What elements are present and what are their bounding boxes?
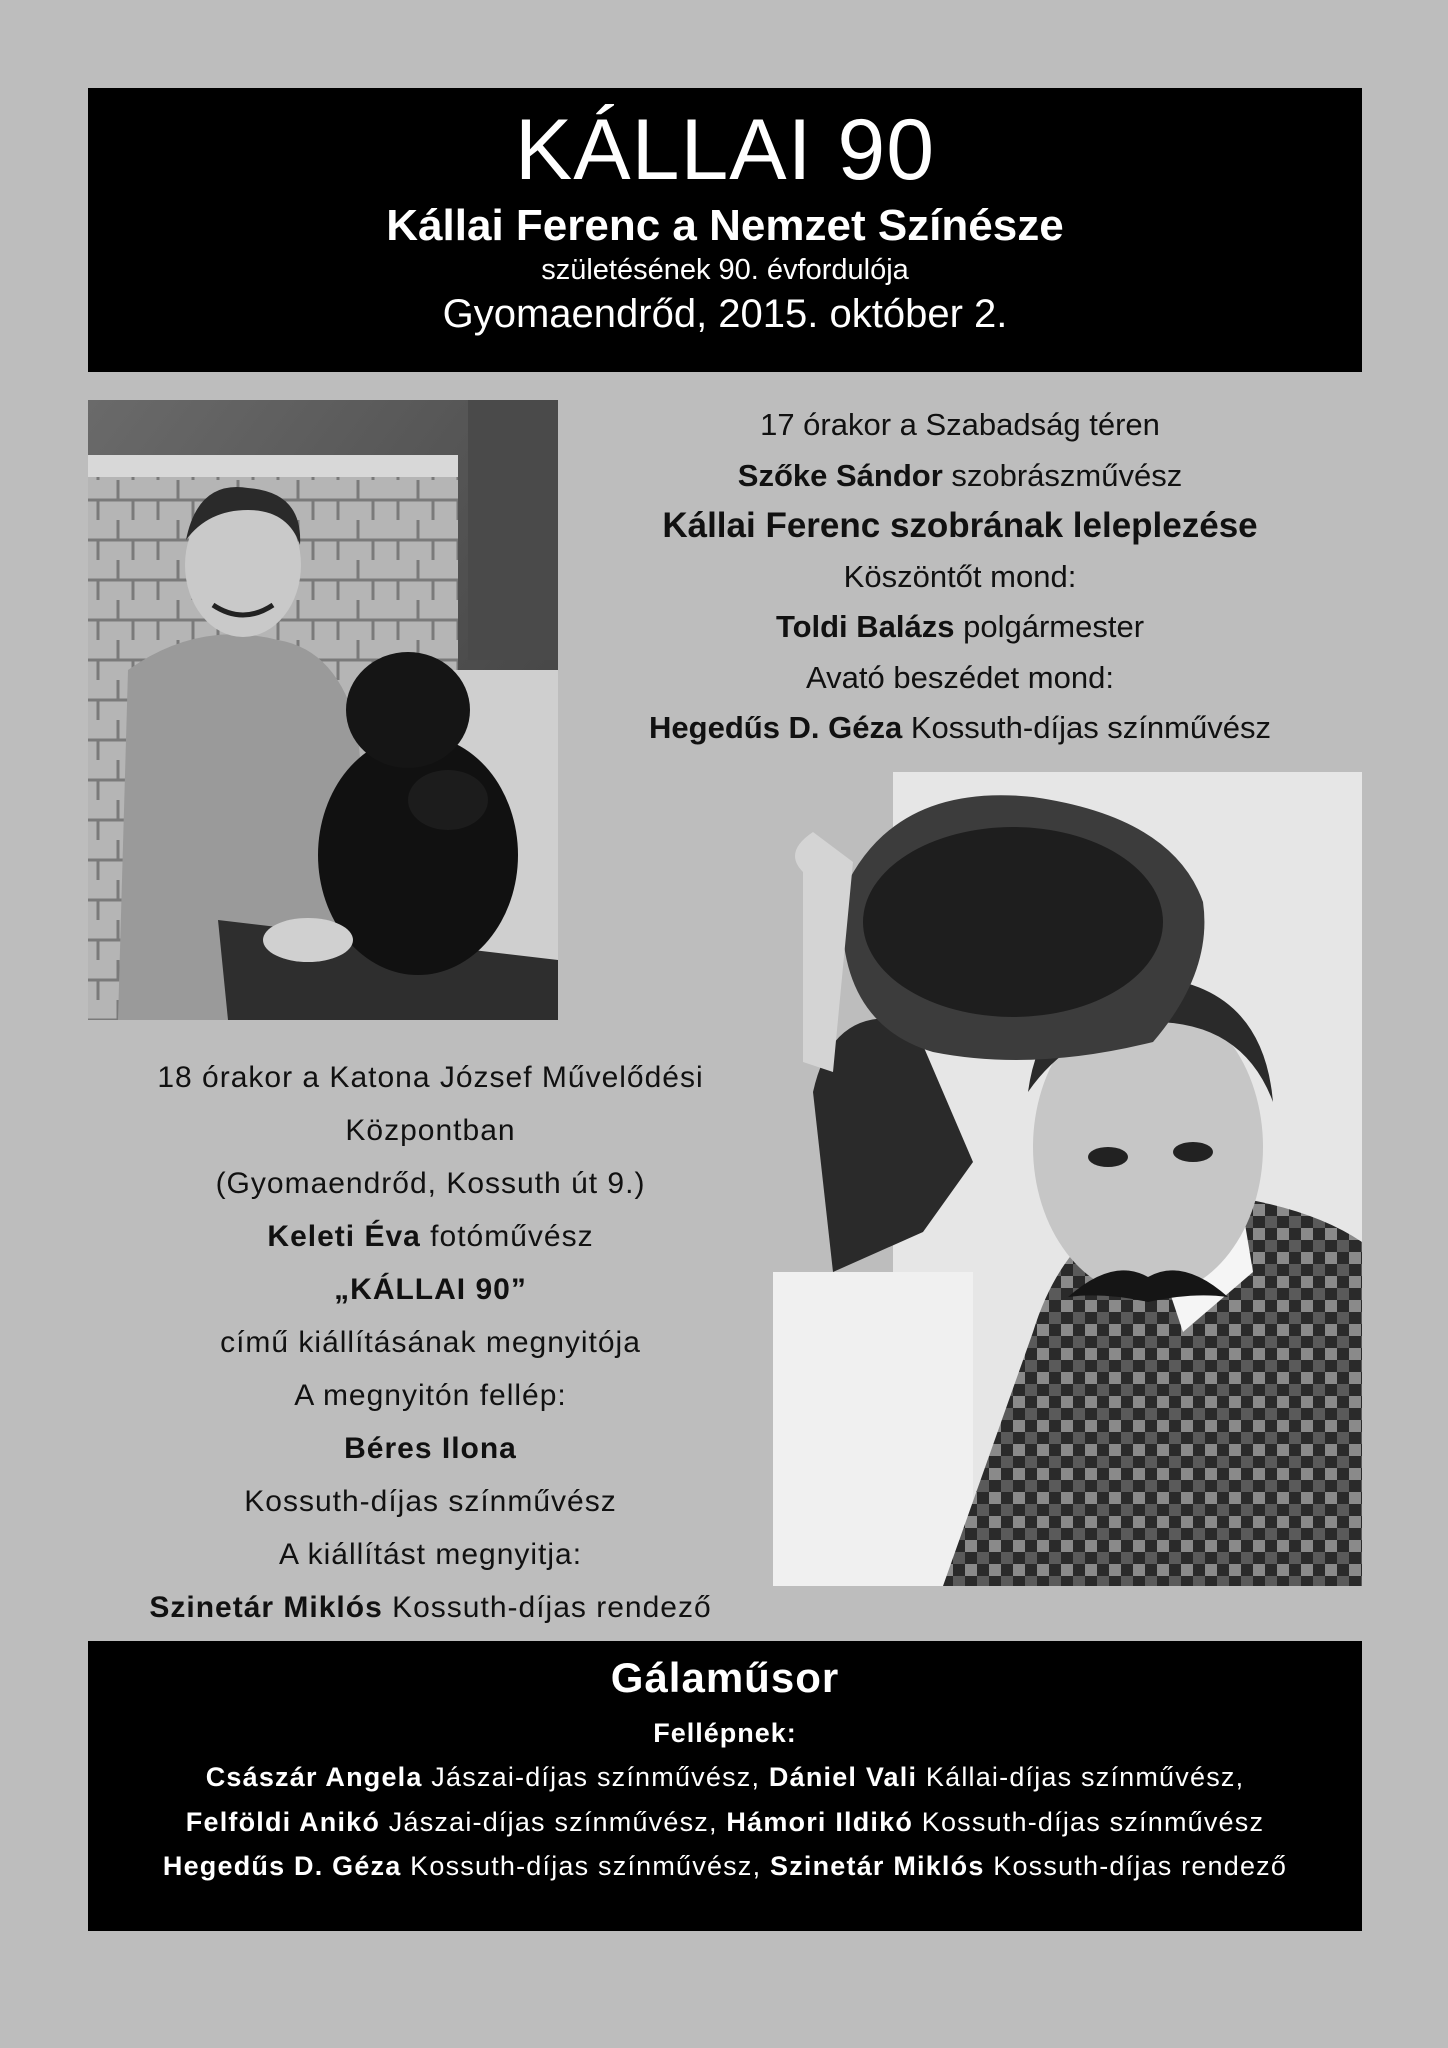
event2-address: (Gyomaendrőd, Kossuth út 9.) — [215, 1167, 646, 1200]
anniversary-text: születésének 90. évfordulója — [541, 254, 909, 286]
event2-time-place-2: Központban — [345, 1114, 516, 1147]
sculptor-name: Szőke Sándor — [737, 457, 943, 493]
performer-title: Kossuth-díjas színművész, — [401, 1851, 770, 1881]
performer-title: Kállai-díjas színművész, — [917, 1762, 1245, 1792]
poster-title: KÁLLAI 90 — [514, 102, 936, 198]
performer-title: Kossuth-díjas rendező — [984, 1851, 1288, 1881]
sculptor-line — [600, 451, 1320, 502]
gala-title: Gálaműsor — [610, 1654, 840, 1701]
mayor-line — [600, 602, 1320, 653]
performer-name: Dániel Vali — [768, 1762, 918, 1792]
performers-line — [88, 1846, 1362, 1886]
opener-line — [88, 1581, 773, 1634]
place-date: Gyomaendrőd, 2015. október 2. — [442, 292, 1008, 336]
poster-subtitle: Kállai Ferenc a Nemzet Színésze — [386, 201, 1064, 250]
greeting-label: Köszöntőt mond: — [843, 558, 1077, 594]
event2-time-place-1: 18 órakor a Katona József Művelődési — [157, 1061, 704, 1094]
speaker-title: Kossuth-díjas színművész — [902, 710, 1271, 745]
performer-title: Jászai-díjas színművész, — [422, 1762, 769, 1792]
performers-label: Fellépnek: — [653, 1718, 797, 1748]
sculptor-title: szobrászművész — [942, 457, 1183, 493]
photographer-title: fotóművész — [420, 1220, 594, 1253]
opener-name: Szinetár Miklós — [149, 1591, 383, 1624]
performer-name: Felföldi Anikó — [185, 1807, 381, 1837]
performers-line — [88, 1802, 1362, 1842]
mayor-name: Toldi Balázs — [775, 609, 955, 644]
performer-name: Hegedűs D. Géza — [162, 1851, 402, 1881]
performers-line — [88, 1757, 1362, 1797]
performer-label: A megnyitón fellép: — [294, 1379, 567, 1412]
performer-name: Császár Angela — [205, 1762, 423, 1792]
photographer-line — [88, 1210, 773, 1263]
gala-section — [88, 1641, 1362, 1931]
mayor-title: polgármester — [954, 609, 1145, 644]
statue-unveiling-section — [600, 400, 1320, 754]
speaker-line — [600, 703, 1320, 754]
performer-name: Béres Ilona — [344, 1432, 517, 1465]
photographer-name: Keleti Éva — [267, 1220, 421, 1253]
event1-time-place: 17 órakor a Szabadság téren — [760, 407, 1160, 442]
opener-label: A kiállítást megnyitja: — [278, 1538, 583, 1571]
photo-man-with-dog — [88, 400, 558, 1020]
performer-title: Kossuth-díjas színművész — [244, 1485, 617, 1518]
performer-title: Kossuth-díjas színművész — [913, 1807, 1265, 1837]
exhibition-title: „KÁLLAI 90” — [334, 1273, 527, 1306]
photo-man-tipping-hat — [773, 772, 1362, 1586]
performer-title: Jászai-díjas színművész, — [380, 1807, 727, 1837]
speaker-name: Hegedűs D. Géza — [649, 710, 903, 745]
performer-name: Hámori Ildikó — [726, 1807, 914, 1837]
performer-name: Szinetár Miklós — [769, 1851, 985, 1881]
opener-title: Kossuth-díjas rendező — [382, 1591, 712, 1624]
event1-title: Kállai Ferenc szobrának leleplezése — [662, 506, 1258, 545]
exhibition-desc: című kiállításának megnyitója — [220, 1326, 641, 1359]
speech-label: Avató beszédet mond: — [806, 659, 1114, 695]
exhibition-section — [88, 1051, 773, 1634]
poster-header — [88, 88, 1362, 372]
